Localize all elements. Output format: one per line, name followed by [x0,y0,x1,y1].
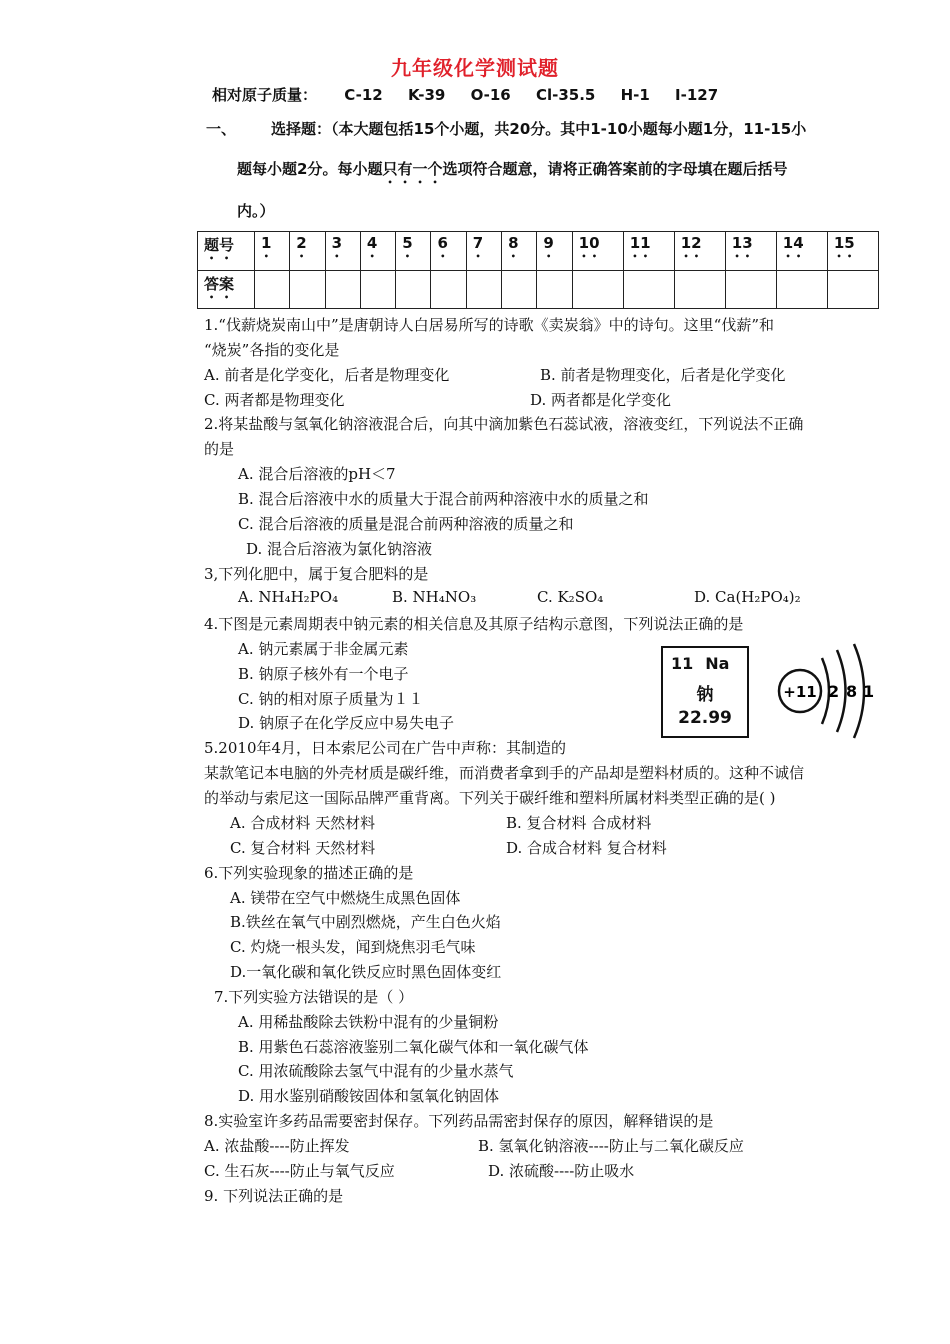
atomic-masses-label: 相对原子质量： [212,86,318,104]
question-8-option-b: B. 氢氧化钠溶液----防止与二氧化碳反应 [478,1137,744,1155]
question-3-stem: 3,下列化肥中，属于复合肥料的是 [204,565,429,583]
question-5-stem: 5.2010年4月，日本索尼公司在广告中声称：其制造的 [204,739,567,757]
answer-cell[interactable] [255,270,290,309]
atomic-mass-item: K-39 [407,86,446,104]
question-number-cell: 4 [360,232,395,271]
question-5-option-d: D. 合成合材料 复合材料 [506,839,667,857]
question-number-cell: 6 [431,232,466,271]
question-8-stem: 8.实验室许多药品需要密封保存。下列药品需密封保存的原因，解释错误的是 [204,1112,714,1130]
question-4-option-a: A. 钠元素属于非金属元素 [238,640,409,658]
question-4-option-d: D. 钠原子在化学反应中易失电子 [238,714,455,732]
question-2-option-d: D. 混合后溶液为氯化钠溶液 [246,540,433,558]
question-6-stem: 6.下列实验现象的描述正确的是 [204,864,414,882]
atomic-mass-item: O-16 [470,86,511,104]
answer-cell[interactable] [827,270,878,309]
question-number-cell: 13 [725,232,776,271]
question-number-row [198,232,879,271]
element-header [663,654,747,673]
atomic-mass-item: Cl-35.5 [535,86,596,104]
question-7-option-d: D. 用水鉴别硝酸铵固体和氢氧化钠固体 [238,1087,500,1105]
atomic-number: 11 [671,654,694,673]
atomic-mass-item: I-127 [675,86,719,104]
question-number-cell: 15 [827,232,878,271]
question-2-option-c: C. 混合后溶液的质量是混合前两种溶液的质量之和 [238,515,574,533]
answer-cell[interactable] [776,270,827,309]
atomic-mass-item: H-1 [620,86,650,104]
question-number-cell: 9 [537,232,572,271]
answer-cell[interactable] [466,270,501,309]
question-4-option-b: B. 钠原子核外有一个电子 [238,665,409,683]
question-2-stem: 2.将某盐酸与氢氧化钠溶液混合后，向其中滴加紫色石蕊试液，溶液变红，下列说法不正确 [204,415,804,433]
question-2-option-b: B. 混合后溶液中水的质量大于混合前两种溶液中水的质量之和 [238,490,649,508]
question-6-option-c: C. 灼烧一根头发，闻到烧焦羽毛气味 [230,938,476,956]
instructions-text: 题每小题2分。每小题 [237,160,383,178]
answer-cell[interactable] [431,270,466,309]
question-number-cell: 5 [396,232,431,271]
answer-row [198,270,879,309]
question-1-option-b: B. 前者是物理变化，后者是化学变化 [540,366,786,384]
question-8-option-c: C. 生石灰----防止与氧气反应 [204,1162,395,1180]
question-2-option-a: A. 混合后溶液的pH＜7 [238,465,396,483]
question-7-stem: 7.下列实验方法错误的是（ ） [214,988,414,1006]
question-1-option-d: D. 两者都是化学变化 [530,391,672,409]
question-5-option-b: B. 复合材料 合成材料 [506,814,652,832]
instructions-text: 选项符合题意，请将正确答案前的字母填在题后括号 [442,160,788,178]
question-8-option-a: A. 浓盐酸----防止挥发 [204,1137,350,1155]
section-number: 一、 [206,120,237,138]
answer-cell[interactable] [290,270,325,309]
answer-table [197,231,879,309]
question-2-stem-cont: 的是 [204,440,235,458]
sodium-atom-structure-diagram [770,636,880,742]
section-instructions-line1: 选择题：（本大题包括15个小题，共20分。其中1-10小题每小题1分，11-15小 [271,120,807,138]
question-1-stem-cont: “烧炭”各指的变化是 [204,341,340,359]
atomic-mass-item: C-12 [344,86,383,104]
question-number-cell: 11 [623,232,674,271]
question-3-option-b: B. NH₄NO₃ [392,588,477,606]
question-7-option-b: B. 用紫色石蕊溶液鉴别二氧化碳气体和一氧化碳气体 [238,1038,589,1056]
question-4-stem: 4.下图是元素周期表中钠元素的相关信息及其原子结构示意图，下列说法正确的是 [204,615,744,633]
question-6-option-a: A. 镁带在空气中燃烧生成黑色固体 [230,889,461,907]
question-number-cell: 2 [290,232,325,271]
shell-electron-count: 8 [846,682,858,701]
answer-cell[interactable] [623,270,674,309]
page-title: 九年级化学测试题 [391,56,559,80]
question-5-stem-cont: 的举动与索尼这一国际品牌严重背离。下列关于碳纤维和塑料所属材料类型正确的是( ) [204,789,776,807]
answer-cell[interactable] [572,270,623,309]
question-6-option-b: B.铁丝在氧气中剧烈燃烧，产生白色火焰 [230,913,501,931]
question-1-option-c: C. 两者都是物理变化 [204,391,345,409]
question-9-stem: 9. 下列说法正确的是 [204,1187,344,1205]
question-number-cell: 10 [572,232,623,271]
question-number-cell: 12 [674,232,725,271]
shell-electron-count: 1 [863,682,875,701]
answer-cell[interactable] [360,270,395,309]
question-5-option-c: C. 复合材料 天然材料 [230,839,376,857]
row-label: 题号 [198,232,255,271]
question-number-cell: 3 [325,232,360,271]
element-name: 钠 [696,685,714,705]
answer-cell[interactable] [325,270,360,309]
section-instructions-line2 [237,158,787,187]
question-number-cell: 1 [255,232,290,271]
atomic-masses-line [212,84,738,105]
question-3-option-a: A. NH₄H₂PO₄ [238,588,339,606]
nucleus-charge: +11 [783,683,817,701]
question-1-option-a: A. 前者是化学变化，后者是物理变化 [204,366,450,384]
sodium-element-card [661,646,749,738]
section-instructions-line3: 内。） [237,202,275,220]
question-7-option-a: A. 用稀盐酸除去铁粉中混有的少量铜粉 [238,1013,499,1031]
question-number-cell: 14 [776,232,827,271]
question-number-cell: 7 [466,232,501,271]
row-label: 答案 [198,270,255,309]
element-symbol: Na [705,654,730,673]
shell-electron-count: 2 [828,682,840,701]
question-8-option-d: D. 浓硫酸----防止吸水 [488,1162,635,1180]
answer-cell[interactable] [537,270,572,309]
answer-cell[interactable] [396,270,431,309]
answer-cell[interactable] [502,270,537,309]
question-6-option-d: D.一氧化碳和氧化铁反应时黑色固体变红 [230,963,502,981]
question-number-cell: 8 [502,232,537,271]
question-3-option-d: D. Ca(H₂PO₄)₂ [694,588,801,606]
question-3-option-c: C. K₂SO₄ [537,588,604,606]
relative-atomic-mass: 22.99 [678,708,732,728]
question-4-option-c: C. 钠的相对原子质量为１１ [238,690,424,708]
answer-cell[interactable] [725,270,776,309]
question-5-stem-cont: 某款笔记本电脑的外壳材质是碳纤维，而消费者拿到手的产品却是塑料材质的。这种不诚信 [204,764,805,782]
question-1-stem: 1.“伐薪烧炭南山中”是唐朝诗人白居易所写的诗歌《卖炭翁》中的诗句。这里“伐薪”和 [204,316,774,334]
question-7-option-c: C. 用浓硫酸除去氢气中混有的少量水蒸气 [238,1062,514,1080]
question-5-option-a: A. 合成材料 天然材料 [230,814,376,832]
emphasis-text: 只有一个 [382,160,443,178]
answer-cell[interactable] [674,270,725,309]
